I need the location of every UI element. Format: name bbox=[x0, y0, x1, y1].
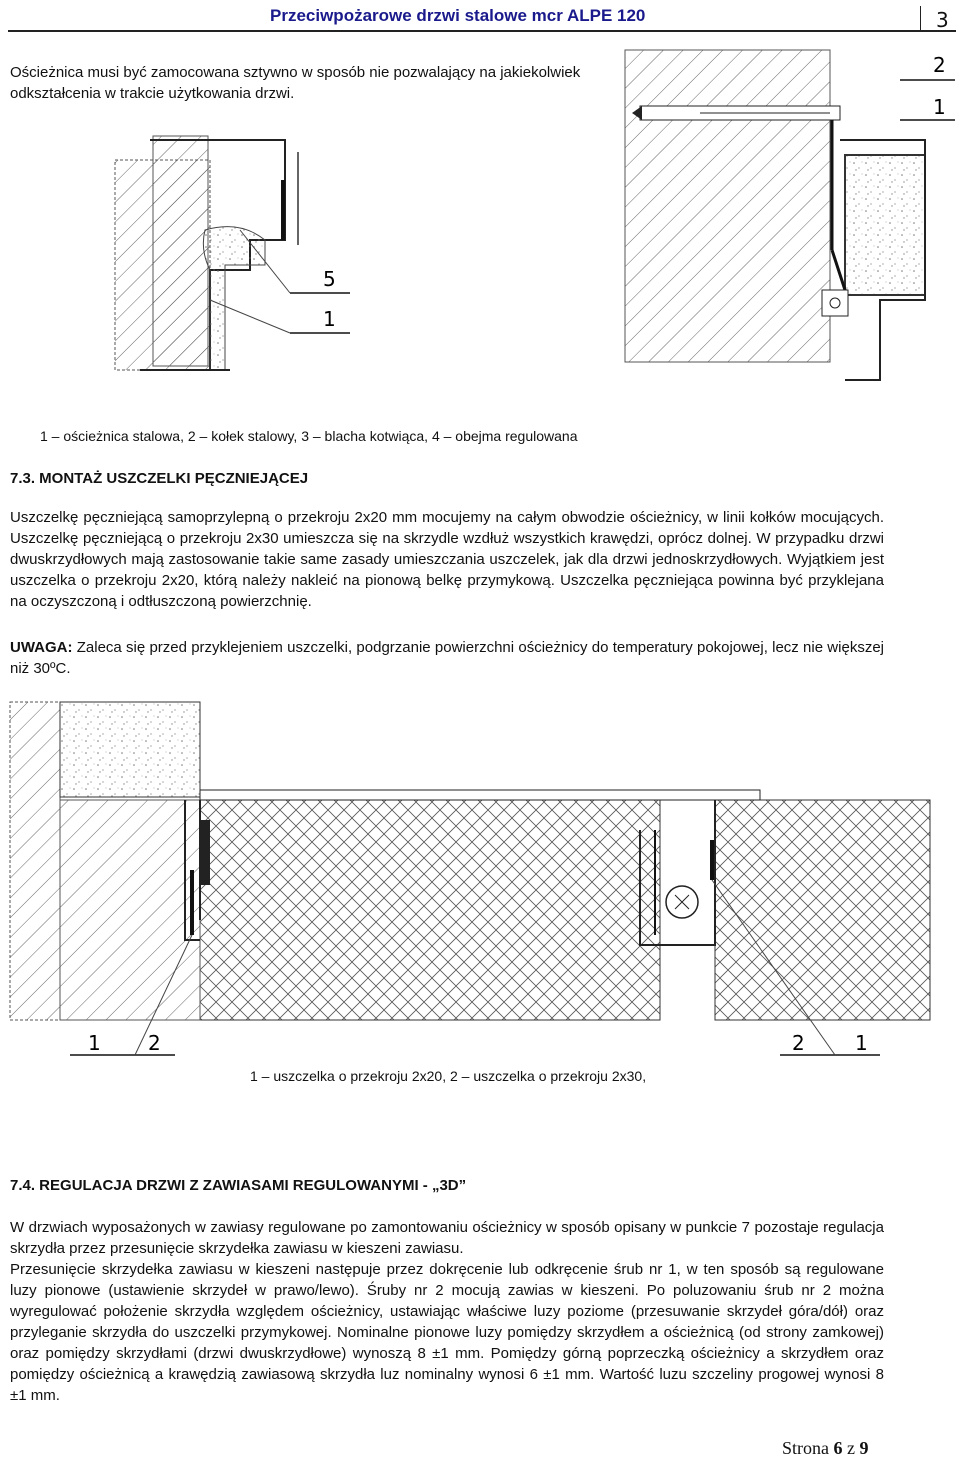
intro-text: Ościeżnica musi być zamocowana sztywno w sposób nie pozwalający na jakiekolwiek odkształcenia w trakcie użytkowania drzwi. bbox=[10, 64, 581, 102]
callout-seal-1-left: 1 bbox=[88, 1031, 101, 1055]
footer-current-page: 6 bbox=[833, 1438, 843, 1458]
section-7-4-paragraph-2: Przesunięcie skrzydełka zawiasu w kieszeni następuje przez dokręcenie lub odkręcenie śrub nr 1, w ten sposób są regulowane luzy pionowe (ustawienie skrzydeł w prawo/lewo). Śruby nr 2 mocują zawias w kieszeni. Po poluzowaniu śrub nr 2 można wyregulować położenie skrzydła względem ościeżnicy, ustawiając właściwe luzy poziome (przesuwanie skrzydeł góra/dół) oraz przyleganie skrzydła do uszczelki przymykowej. Nominalne pionowe luzy pomiędzy skrzydłem a ościeżnicą (od strony zamkowej) oraz pomiędzy skrzydłami (drzwi dwuskrzydłowe) wynoszą 8 ±1 mm. Pomiędzy górną poprzeczką ościeżnicy a skrzydłem oraz pomiędzy ościeżnicą a krawędzią zawiasową skrzydła luz nominalny wynosi 6 ±1 mm. Wartość luzu szczeliny progowej wynosi 8 ±1 mm. bbox=[10, 1261, 884, 1404]
section-7-4-paragraph-1: W drzwiach wyposażonych w zawiasy regulowane po zamontowaniu ościeżnicy w sposób opisany w punkcie 7 pozostaje regulacja skrzydła przez przesunięcie skrzydełka zawiasu w kieszeni zawiasu. bbox=[10, 1219, 884, 1257]
footer-prefix: Strona bbox=[782, 1438, 834, 1458]
note-label: UWAGA: bbox=[10, 639, 73, 656]
callout-1-left: 1 bbox=[323, 307, 336, 331]
section-7-3-paragraph: Uszczelkę pęczniejącą samoprzylepną o przekroju 2x20 mm mocujemy na całym obwodzie ościeżnicy, w linii kołków mocujących. Uszczelkę pęczniejącą o przekroju 2x30 umieszcza się na skrzydle wzdłuż wszystkich krawędzi, oprócz dolnej. W przypadku drzwi dwuskrzydłowych mają zastosowanie takie same zasady umieszczania uszczelek, jak dla drzwi jednoskrzydłowych. Wyjątkiem jest uszczelka o przekroju 2x20, którą należy nakleić na pionową belkę przymykową. Uszczelka pęczniejąca powinna być przyklejana na oczyszczoną i odtłuszczoną powierzchnię. bbox=[10, 509, 884, 610]
note-text: Zaleca się przed przyklejeniem uszczelki, podgrzanie powierzchni ościeżnicy do temperatury pokojowej, lecz nie większej niż 30ºC. bbox=[10, 639, 884, 677]
header-divider bbox=[920, 6, 921, 32]
callout-seal-2-left: 2 bbox=[148, 1031, 161, 1055]
figure2-caption: 1 – uszczelka o przekroju 2x20, 2 – uszczelka o przekroju 2x30, bbox=[250, 1068, 647, 1084]
right-callouts bbox=[900, 53, 955, 120]
left-detail bbox=[115, 136, 298, 370]
document-title: Przeciwpożarowe drzwi stalowe mcr ALPE 120 bbox=[270, 6, 646, 25]
wall-and-leaf-section bbox=[10, 702, 930, 1020]
section-7-3-note bbox=[10, 637, 884, 679]
figure-seal-placement-drawing bbox=[0, 690, 960, 1070]
callout-seal-1-right: 1 bbox=[855, 1031, 868, 1055]
section-7-4-heading: 7.4. REGULACJA DRZWI Z ZAWIASAMI REGULOWANYMI - „3D” bbox=[10, 1177, 467, 1194]
header-rule bbox=[8, 30, 956, 32]
footer-middle: z bbox=[842, 1438, 860, 1458]
header-page-number: 3 bbox=[936, 8, 949, 32]
callout-5: 5 bbox=[323, 267, 336, 291]
figure-frame-anchoring-drawing bbox=[0, 40, 960, 420]
right-detail bbox=[625, 50, 925, 380]
callout-1-right: 1 bbox=[933, 95, 946, 119]
figure1-caption: 1 – ościeżnica stalowa, 2 – kołek stalowy, 3 – blacha kotwiąca, 4 – obejma regulowana bbox=[40, 428, 578, 444]
callout-seal-2-right: 2 bbox=[792, 1031, 805, 1055]
section-7-3-heading: 7.3. MONTAŻ USZCZELKI PĘCZNIEJĄCEJ bbox=[10, 470, 309, 487]
callout-2-right: 2 bbox=[933, 53, 946, 77]
page-footer bbox=[782, 1438, 869, 1459]
footer-total-pages: 9 bbox=[859, 1438, 869, 1458]
